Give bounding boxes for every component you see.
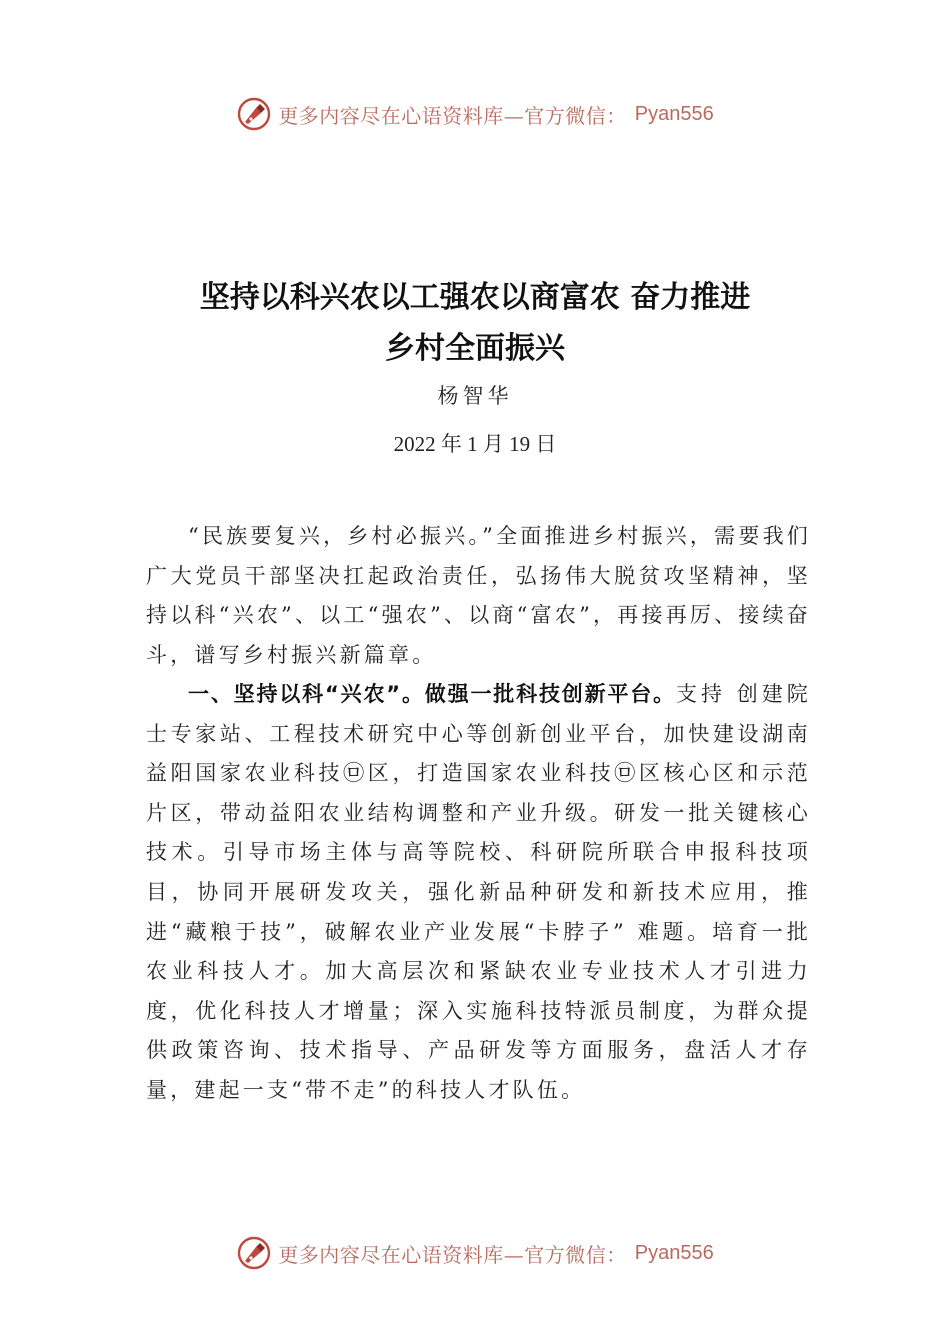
paragraph-intro-text: “民族要复兴，乡村必振兴。”全面推进乡村振兴，需要我们广大党员干部坚决扛起政治责任，弘扬伟大脱贫攻坚精神，坚持以科“兴农”、以工“强农”、以商“富农”，再接再厉、接续奋斗，谱写乡村振兴新篇章。	[146, 524, 811, 667]
footer-watermark	[0, 1233, 950, 1273]
watermark-wechat-id: Pyan556	[634, 102, 714, 125]
pen-nib-logo-icon	[236, 1235, 272, 1271]
publish-date: 2022 年 1 月 19 日	[393, 432, 557, 456]
header-watermark	[0, 94, 950, 134]
paragraph-section-one	[146, 675, 811, 1111]
watermark-text: 更多内容尽在心语资料库—官方微信：	[278, 103, 627, 128]
watermark-text: 更多内容尽在心语资料库—官方微信：	[278, 1242, 627, 1267]
section-one-heading: 一、坚持以科“兴农”。做强一批科技创新平台。	[188, 682, 676, 706]
document-title-line-1: 坚持以科兴农以工强农以商富农 奋力推进	[199, 280, 751, 315]
watermark-wechat-id: Pyan556	[634, 1241, 714, 1264]
section-one-text: 支持 创建院士专家站、工程技术研究中心等创新创业平台，加快建设湖南益阳国家农业科技㉤区，打造国家农业科技㉤区核心区和示范片区，带动益阳农业结构调整和产业升级。研发一批关键核心技术。引导市场主体与高等院校、科研院所联合申报科技项目，协同开展研发攻关，强化新品种研发和新技术应用，推进“藏粮于技”，破解农业产业发展“卡脖子” 难题。培育一批农业科技人才。加大高层次和紧缺农业专业技术人才引进力度，优化科技人才增量；深入实施科技特派员制度，为群众提供政策咨询、技术指导、产品研发等方面服务，盘活人才存量，建起一支“带不走”的科技人才队伍。	[146, 682, 811, 1102]
pen-nib-logo-icon	[236, 96, 272, 132]
document-title-line-2: 乡村全面振兴	[385, 331, 565, 366]
author-name: 杨智华	[437, 384, 513, 408]
paragraph-intro	[146, 517, 811, 675]
